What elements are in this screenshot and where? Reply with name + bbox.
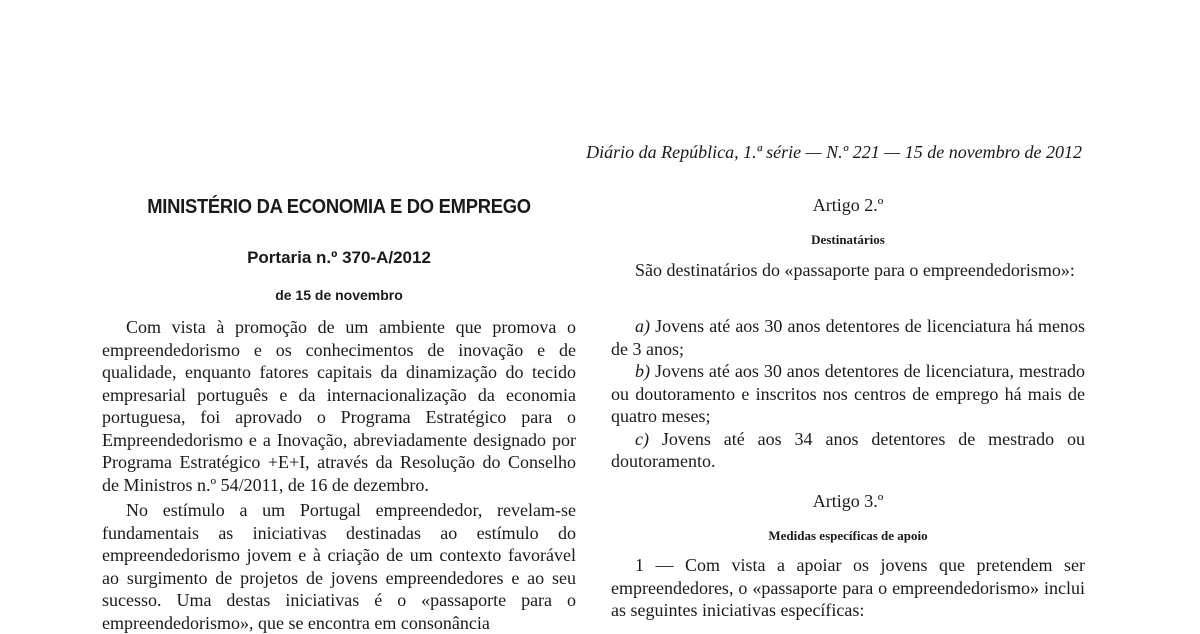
article-2-items — [611, 315, 1085, 473]
item-letter: a) — [635, 316, 650, 336]
article-2-intro — [611, 259, 1085, 282]
article-2-subtitle: Destinatários — [811, 232, 885, 247]
portaria-date: de 15 de novembro — [275, 287, 403, 303]
list-item — [611, 428, 1085, 473]
ministry-heading: MINISTÉRIO DA ECONOMIA E DO EMPREGO — [147, 196, 531, 218]
list-item — [611, 315, 1085, 360]
item-text: Jovens até aos 30 anos detentores de licenciatura, mestrado ou doutoramento e inscritos nos centros de emprego há mais de quatro meses; — [611, 361, 1085, 426]
paragraph: São destinatários do «passaporte para o empreendedorismo»: — [635, 260, 1075, 280]
article-3-subtitle: Medidas específicas de apoio — [768, 528, 928, 543]
item-letter: b) — [635, 361, 650, 381]
item-text: Jovens até aos 34 anos detentores de mestrado ou doutoramento. — [611, 428, 1085, 471]
preamble-text — [102, 316, 576, 634]
article-2-title: Artigo 2.º — [812, 195, 884, 215]
portaria-title: Portaria n.º 370-A/2012 — [247, 248, 431, 267]
item-text: Jovens até aos 30 anos detentores de licenciatura há menos de 3 anos; — [611, 316, 1085, 359]
journal-header: Diário da República, 1.ª série — N.º 221 — 15 de novembro de 2012 — [586, 142, 1082, 162]
paragraph: No estímulo a um Portugal empreendedor, revelam-se fundamentais as iniciativas destinadas ao estímulo do empreendedorismo jovem e à criação de um contexto favorável ao surgimento de projetos de jovens empreendedores e ao seu sucesso. Uma destas iniciativas é o «passaporte para o empreendedorismo», que se encontra em consonância — [102, 500, 576, 633]
list-item — [611, 360, 1085, 428]
article-3-text — [611, 554, 1085, 622]
paragraph: Com vista à promoção de um ambiente que promova o empreendedorismo e os conhecimentos de inovação e de qualidade, enquanto fatores capitais da dinamização do tecido empresarial português e da internacionalização da economia portuguesa, foi aprovado o Programa Estratégico para o Empreendedorismo e a Inovação, abreviadamente designado por Programa Estratégico +E+I, através da Resolução do Conselho de Ministros n.º 54/2011, de 16 de dezembro. — [102, 317, 576, 495]
article-3-title: Artigo 3.º — [812, 491, 884, 511]
item-letter: c) — [635, 428, 649, 449]
paragraph: 1 — Com vista a apoiar os jovens que pretendem ser empreendedores, o «passaporte para o empreendedorismo» inclui as seguintes iniciativas específicas: — [611, 555, 1085, 620]
